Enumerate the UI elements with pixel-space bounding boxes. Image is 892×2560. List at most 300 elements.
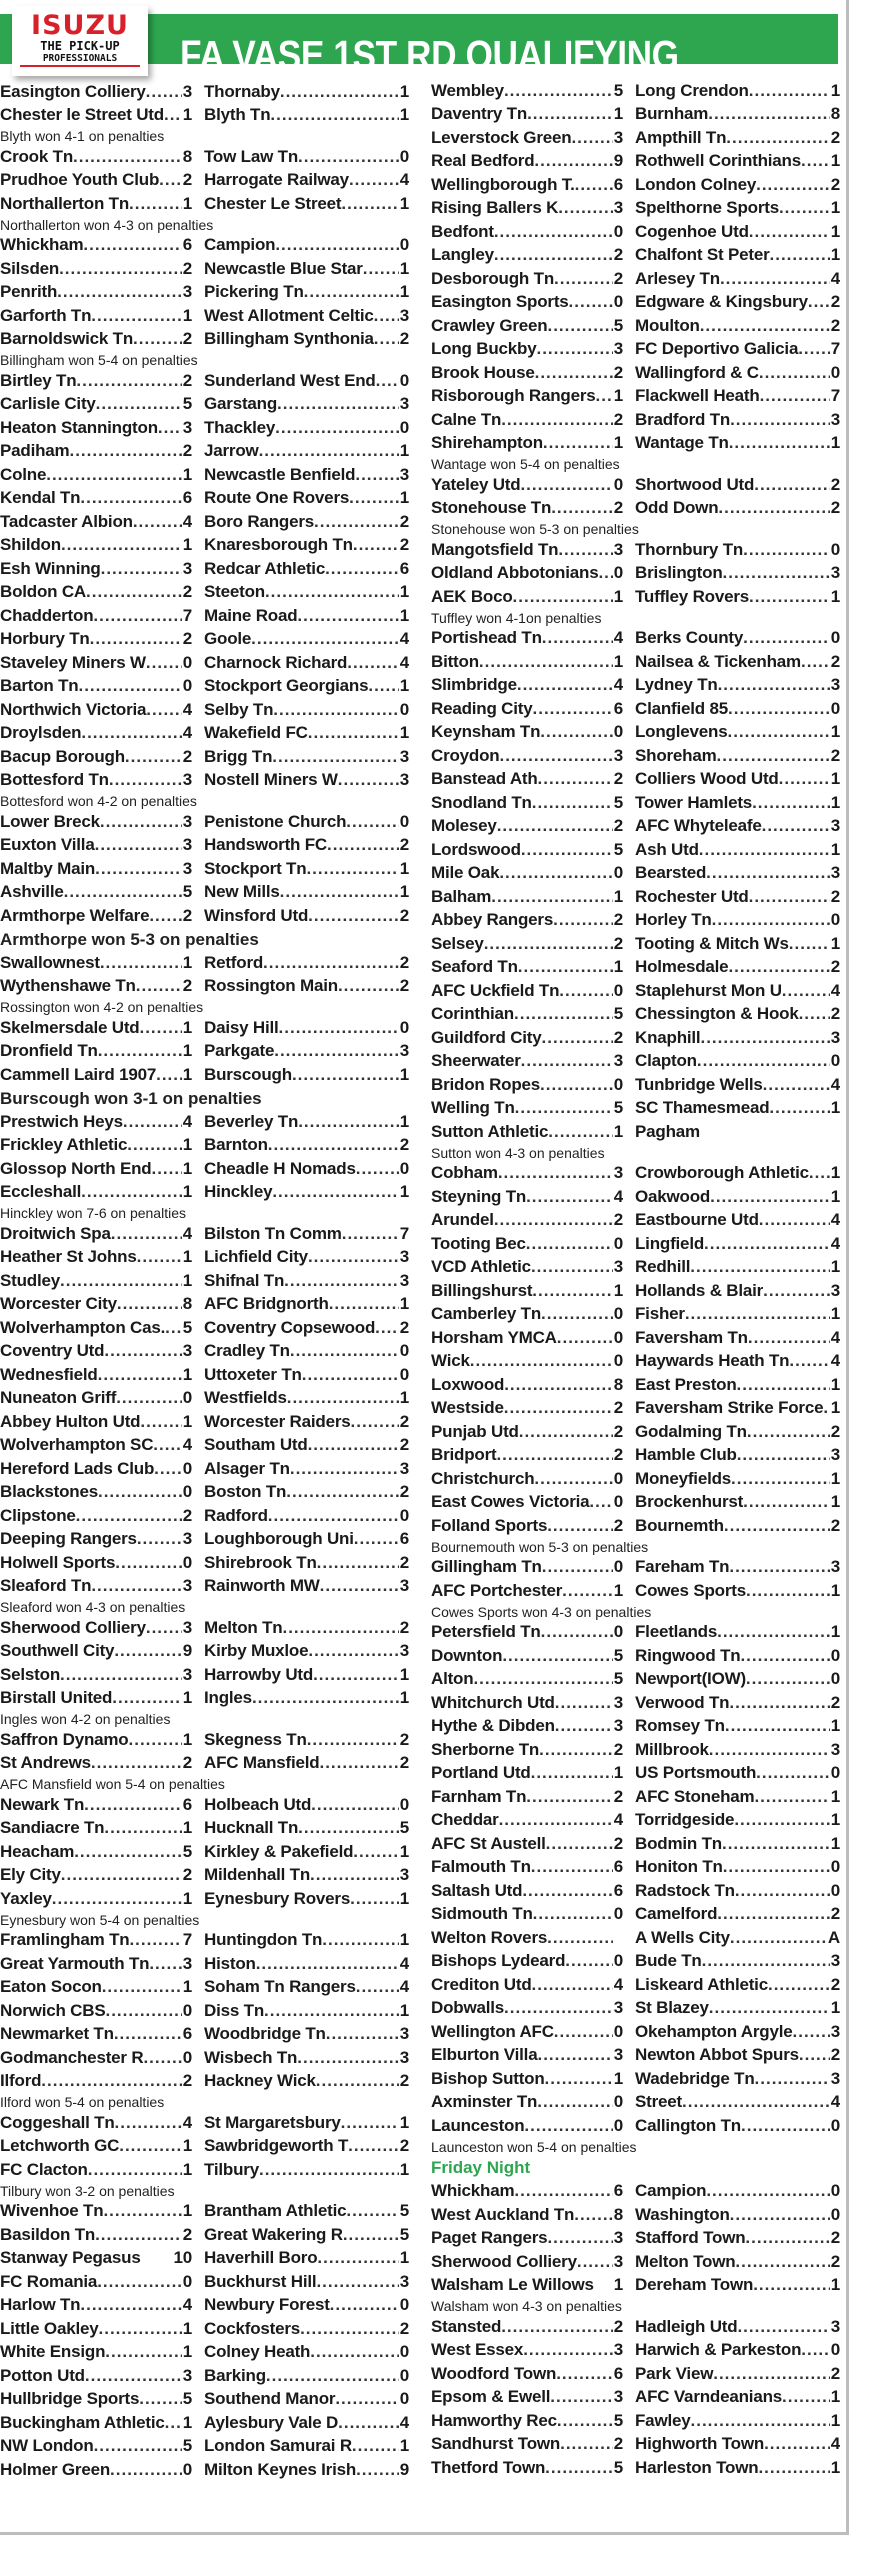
home-score: 5: [613, 315, 623, 335]
home-score: 5: [613, 792, 623, 812]
away-score: 1: [399, 258, 409, 278]
away-team-name: FC Deportivo Galicia: [635, 339, 799, 359]
home-score: 2: [613, 1833, 623, 1853]
home-team-name: FC Clacton: [0, 2159, 88, 2179]
home-score: 1: [182, 1017, 192, 1037]
match-result-row: [431, 2386, 841, 2410]
leader-dots: [752, 793, 830, 813]
leader-dots: [809, 1163, 830, 1183]
home-team-name: Sutton Athletic: [431, 1121, 549, 1141]
home-team: [431, 198, 623, 218]
away-score: 3: [830, 2068, 840, 2088]
match-result-row: [0, 745, 410, 769]
match-result-row: [431, 909, 841, 933]
away-team-name: Penistone Church: [204, 811, 347, 831]
leader-dots: [520, 475, 613, 495]
away-team: [204, 1041, 409, 1061]
home-team: [0, 676, 192, 696]
away-team-name: Uttoxeter Tn: [204, 1364, 302, 1384]
home-score: 0: [613, 1351, 623, 1371]
away-score: 4: [399, 1977, 409, 1997]
away-score: 3: [830, 563, 840, 583]
away-team-name: Beverley Tn: [204, 1111, 299, 1131]
home-team-name: Easington Sports: [431, 292, 569, 312]
away-score: 3: [399, 770, 409, 790]
leader-dots: [735, 2252, 830, 2272]
leader-dots: [717, 1622, 830, 1642]
away-team: [204, 441, 409, 461]
away-team-name: Ash Utd: [635, 839, 699, 859]
match-result-row: [431, 2044, 841, 2068]
away-team-name: Moneyfields: [635, 1468, 732, 1488]
sponsor-logo: [12, 6, 148, 76]
home-team-name: Dobwalls: [431, 1998, 505, 2018]
match-result-row: [0, 698, 410, 722]
away-team: [635, 1257, 840, 1277]
home-team-name: Folland Sports: [431, 1515, 548, 1535]
home-team-name: Balham: [431, 886, 492, 906]
home-team-name: Tooting Bec: [431, 1233, 526, 1253]
home-score: 1: [613, 433, 623, 453]
away-team-name: London Colney: [635, 174, 757, 194]
home-team-name: Godmanchester R: [0, 2047, 144, 2067]
away-team-name: Southam Utd: [204, 1435, 308, 1455]
leader-dots: [273, 700, 399, 720]
away-team: [635, 2022, 840, 2042]
match-result-row: [0, 1793, 410, 1817]
penalty-note: Launceston won 5-4 on penalties: [431, 2138, 637, 2155]
home-team: [0, 82, 192, 102]
home-team-name: Bishops Lydeard: [431, 1951, 566, 1971]
home-team: [0, 418, 192, 438]
match-result-row: [431, 1326, 841, 1350]
home-team-name: Alton: [431, 1669, 474, 1689]
home-score: 3: [182, 1617, 192, 1637]
away-team: [204, 2201, 409, 2221]
home-team: [0, 1412, 192, 1432]
away-team-name: Aylesbury Vale D: [204, 2412, 339, 2432]
away-team-name: Thackley: [204, 417, 276, 437]
leader-dots: [519, 1422, 613, 1442]
match-result-row: [431, 361, 841, 385]
home-team: [431, 2181, 623, 2201]
leader-dots: [522, 1881, 613, 1901]
away-score: 1: [399, 1930, 409, 1950]
away-team: [635, 2364, 840, 2384]
away-team-name: Loughborough Uni: [204, 1529, 354, 1549]
away-team: [204, 1618, 409, 1638]
home-team: [431, 433, 623, 453]
home-team: [431, 1098, 623, 1118]
home-team: [0, 835, 192, 855]
leader-dots: [256, 1954, 399, 1974]
away-score: 2: [830, 127, 840, 147]
leader-dots: [325, 559, 399, 579]
leader-dots: [798, 339, 830, 359]
match-result-row: [0, 1293, 410, 1317]
home-team-name: Abbey Hulton Utd: [0, 1411, 141, 1431]
away-team-name: Rossington Main: [204, 976, 338, 996]
home-score: 5: [182, 882, 192, 902]
away-score: 7: [830, 339, 840, 359]
home-team: [431, 269, 623, 289]
away-team-name: Shoreham: [635, 745, 717, 765]
away-team: [204, 1112, 409, 1132]
home-team: [0, 441, 192, 461]
leader-dots: [338, 2413, 399, 2433]
home-score: 3: [613, 2387, 623, 2407]
home-score: 3: [182, 1529, 192, 1549]
leader-dots: [718, 675, 830, 695]
away-score: 1: [830, 1786, 840, 1806]
leader-dots: [756, 1763, 830, 1783]
leader-dots: [558, 198, 613, 218]
away-team-name: Wadebridge Tn: [635, 2068, 755, 2088]
home-score: 1: [613, 1121, 623, 1141]
away-team-name: Shifnal Tn: [204, 1270, 285, 1290]
leader-dots: [317, 1553, 399, 1573]
match-result-row: [0, 440, 410, 464]
away-team: [204, 2113, 409, 2133]
leader-dots: [308, 723, 399, 743]
home-score: 2: [182, 370, 192, 390]
leader-dots: [536, 339, 613, 359]
away-team-name: Sunderland West End: [204, 370, 376, 390]
home-team-name: Penrith: [0, 282, 58, 302]
match-result-row: [0, 1840, 410, 1864]
leader-dots: [314, 512, 399, 532]
home-team: [0, 1041, 192, 1061]
match-result-row: [0, 1340, 410, 1364]
home-team: [431, 1975, 623, 1995]
away-score: 1: [830, 2410, 840, 2430]
home-team: [0, 465, 192, 485]
home-team-name: Desborough Tn: [431, 268, 554, 288]
away-team-name: Newton Abbot Spurs: [635, 2045, 799, 2065]
match-result-row: [0, 393, 410, 417]
leader-dots: [103, 2201, 182, 2221]
away-score: 2: [399, 905, 409, 925]
home-score: 1: [182, 1158, 192, 1178]
home-team-name: Letchworth GC: [0, 2136, 120, 2156]
leader-dots: [547, 1516, 613, 1536]
home-team: [0, 1506, 192, 1526]
leader-dots: [700, 316, 830, 336]
match-result-row: [431, 1467, 841, 1491]
leader-dots: [724, 1516, 830, 1536]
away-team-name: Hollands & Blair: [635, 1280, 764, 1300]
home-score: 0: [613, 1468, 623, 1488]
away-score: 6: [399, 1529, 409, 1549]
away-team-name: Pagham: [635, 1121, 700, 1141]
away-score: 1: [399, 1688, 409, 1708]
home-team: [0, 629, 192, 649]
match-result-row: [431, 197, 841, 221]
leader-dots: [41, 2071, 182, 2091]
home-team-name: Horbury Tn: [0, 629, 90, 649]
home-score: 3: [613, 2045, 623, 2065]
leader-dots: [351, 1412, 399, 1432]
leader-dots: [793, 2022, 830, 2042]
home-score: 0: [613, 221, 623, 241]
leader-dots: [61, 535, 182, 555]
match-result-row: [0, 1157, 410, 1181]
leader-dots: [470, 1351, 613, 1371]
leader-dots: [753, 2275, 830, 2295]
leader-dots: [149, 1954, 182, 1974]
home-score: 4: [182, 2295, 192, 2315]
away-team-name: Barking: [204, 2365, 266, 2385]
home-team: [0, 1954, 192, 1974]
match-result-row: [431, 862, 841, 886]
away-team: [204, 747, 409, 767]
away-team-name: Nailsea & Tickenham: [635, 651, 801, 671]
away-team-name: Brigg Tn: [204, 746, 273, 766]
home-score: 1: [613, 651, 623, 671]
away-team-name: Campion: [204, 235, 276, 255]
away-team: [635, 1163, 840, 1183]
leader-dots: [310, 1865, 399, 1885]
away-team-name: Bearsted: [635, 863, 707, 883]
home-team-name: Sleaford Tn: [0, 1576, 92, 1596]
home-score: 1: [182, 2318, 192, 2338]
home-team: [0, 1341, 192, 1361]
home-team-name: Farnham Tn: [431, 1786, 527, 1806]
home-score: 4: [182, 1111, 192, 1131]
away-team: [635, 1122, 840, 1142]
leader-dots: [85, 2366, 182, 2386]
away-score: 2: [830, 174, 840, 194]
leader-dots: [491, 887, 613, 907]
home-team: [0, 953, 192, 973]
home-team-name: Ilford: [0, 2071, 42, 2091]
away-team: [204, 2436, 409, 2456]
home-score: 5: [182, 2389, 192, 2409]
home-team: [431, 1951, 623, 1971]
leader-dots: [308, 1641, 399, 1661]
leader-dots: [706, 2181, 830, 2201]
away-score: 1: [830, 1998, 840, 2018]
leader-dots: [153, 1435, 182, 1455]
leader-dots: [94, 2436, 182, 2456]
home-score: 2: [613, 933, 623, 953]
away-team: [635, 816, 840, 836]
home-score: 0: [613, 2092, 623, 2112]
leader-dots: [557, 1328, 613, 1348]
home-score: 2: [182, 1865, 192, 1885]
leader-dots: [729, 433, 830, 453]
home-team-name: Boldon CA: [0, 582, 87, 602]
match-result-row: [0, 2223, 410, 2247]
home-team-name: Eccleshall: [0, 1182, 82, 1202]
penalty-note: Blyth won 4-1 on penalties: [0, 128, 165, 144]
home-team-name: Stansted: [431, 2316, 502, 2336]
home-score: 3: [182, 417, 192, 437]
away-score: 5: [399, 2224, 409, 2244]
leader-dots: [559, 981, 613, 1001]
away-team-name: Harleston Town: [635, 2457, 759, 2477]
home-team: [431, 1469, 623, 1489]
home-team-name: Norwich CBS: [0, 2000, 106, 2020]
home-team: [431, 1669, 623, 1689]
home-team-name: Epsom & Ewell: [431, 2387, 551, 2407]
match-result-row: [431, 1579, 841, 1603]
away-team: [635, 498, 840, 518]
away-team: [204, 512, 409, 532]
leader-dots: [479, 652, 613, 672]
away-team: [635, 1740, 840, 1760]
leader-dots: [502, 1646, 613, 1666]
away-team: [635, 652, 840, 672]
leader-dots: [109, 770, 182, 790]
away-team-name: Worcester Raiders: [204, 1411, 351, 1431]
home-score: 1: [182, 1818, 192, 1838]
away-team: [204, 465, 409, 485]
leader-dots: [514, 2181, 613, 2201]
away-team: [635, 1834, 840, 1854]
away-team: [635, 1581, 840, 1601]
home-team: [0, 1576, 192, 1596]
away-score: 2: [830, 745, 840, 765]
away-team-name: Oakwood: [635, 1186, 711, 1206]
match-result-row: [0, 80, 410, 104]
home-team: [431, 1740, 623, 1760]
leader-dots: [514, 1004, 613, 1024]
away-team: [204, 1135, 409, 1155]
leader-dots: [374, 306, 399, 326]
leader-dots: [117, 1294, 182, 1314]
home-team: [0, 1641, 192, 1661]
away-score: 0: [399, 1505, 409, 1525]
match-result-row: [431, 1303, 841, 1327]
away-team-name: Eastbourne Utd: [635, 1210, 759, 1230]
leader-dots: [326, 2024, 399, 2044]
away-score: 1: [399, 1064, 409, 1084]
leader-dots: [589, 1492, 613, 1512]
leader-dots: [140, 1412, 182, 1432]
home-score: 1: [613, 957, 623, 977]
leader-dots: [275, 235, 399, 255]
away-team: [635, 2340, 840, 2360]
home-score: 2: [613, 816, 623, 836]
home-score: 7: [182, 1930, 192, 1950]
home-team-name: Wednesfield: [0, 1364, 98, 1384]
away-team: [204, 194, 409, 214]
home-team-name: Saffron Dynamo: [0, 1729, 129, 1749]
home-team-name: Wolverhampton Cas.: [0, 1317, 166, 1337]
away-team-name: Skegness Tn: [204, 1729, 307, 1749]
match-result-row: [0, 1551, 410, 1575]
home-score: 1: [182, 1041, 192, 1061]
home-team-name: Droylsden: [0, 723, 82, 743]
home-score: 3: [613, 1692, 623, 1712]
leader-dots: [110, 2460, 182, 2480]
away-team-name: Chester Le Street: [204, 193, 342, 213]
home-team: [0, 488, 192, 508]
away-score: 1: [830, 1374, 840, 1394]
away-team-name: Cradley Tn: [204, 1341, 290, 1361]
home-team: [0, 976, 192, 996]
home-team: [431, 540, 623, 560]
home-score: 3: [613, 2251, 623, 2271]
home-team: [0, 170, 192, 190]
away-team: [635, 540, 840, 560]
home-team: [0, 1553, 192, 1573]
leader-dots: [723, 1857, 830, 1877]
away-team-name: Retford: [204, 952, 264, 972]
leader-dots: [521, 840, 613, 860]
home-score: 8: [613, 2204, 623, 2224]
leader-dots: [76, 1506, 182, 1526]
leader-dots: [368, 676, 399, 696]
away-team: [635, 563, 840, 583]
leader-dots: [531, 1857, 613, 1877]
home-team: [0, 512, 192, 532]
away-score: 1: [399, 2159, 409, 2179]
home-team: [0, 1865, 192, 1885]
leader-dots: [497, 816, 613, 836]
match-result-row: [0, 2411, 410, 2435]
away-score: 2: [830, 2251, 840, 2271]
leader-dots: [501, 2317, 613, 2337]
leader-dots: [501, 410, 613, 430]
leader-dots: [252, 1688, 399, 1708]
away-score: 1: [399, 1182, 409, 1202]
home-team: [431, 128, 623, 148]
home-score: 5: [182, 1841, 192, 1861]
leader-dots: [263, 953, 399, 973]
home-team-name: Newark Tn: [0, 1794, 85, 1814]
home-team-name: Cheddar: [431, 1810, 499, 1830]
away-score: 3: [399, 1865, 409, 1885]
home-team: [431, 699, 623, 719]
away-score: 3: [399, 1576, 409, 1596]
away-score: 0: [399, 2389, 409, 2409]
leader-dots: [136, 976, 182, 996]
leader-dots: [718, 498, 830, 518]
home-team: [431, 1492, 623, 1512]
match-result-row: [431, 1073, 841, 1097]
home-team-name: Bacup Borough: [0, 746, 125, 766]
away-team: [204, 535, 409, 555]
leader-dots: [730, 1928, 828, 1948]
away-team-name: Knaphill: [635, 1027, 701, 1047]
home-team-name: Ely City: [0, 1865, 61, 1885]
home-team: [0, 2001, 192, 2021]
away-score: 1: [399, 858, 409, 878]
match-result-row: [431, 1185, 841, 1209]
away-team-name: Charnock Richard: [204, 652, 348, 672]
away-team-name: Ampthill Tn: [635, 127, 727, 147]
away-score: 0: [830, 1669, 840, 1689]
match-result-row: [0, 675, 410, 699]
match-result-row: [431, 1003, 841, 1027]
match-result-row: [431, 1279, 841, 1303]
leader-dots: [823, 1398, 830, 1418]
home-team: [431, 1693, 623, 1713]
home-team-name: Brook House: [431, 362, 535, 382]
away-team: [635, 1622, 840, 1642]
leader-dots: [154, 1459, 182, 1479]
away-team: [204, 882, 409, 902]
away-score: 3: [830, 1951, 840, 1971]
home-team-name: Steyning Tn: [431, 1186, 527, 1206]
match-result-row: [431, 1691, 841, 1715]
away-team-name: St Margaretsbury: [204, 2112, 341, 2132]
home-team: [431, 151, 623, 171]
away-score: 0: [399, 2342, 409, 2362]
leader-dots: [349, 170, 399, 190]
